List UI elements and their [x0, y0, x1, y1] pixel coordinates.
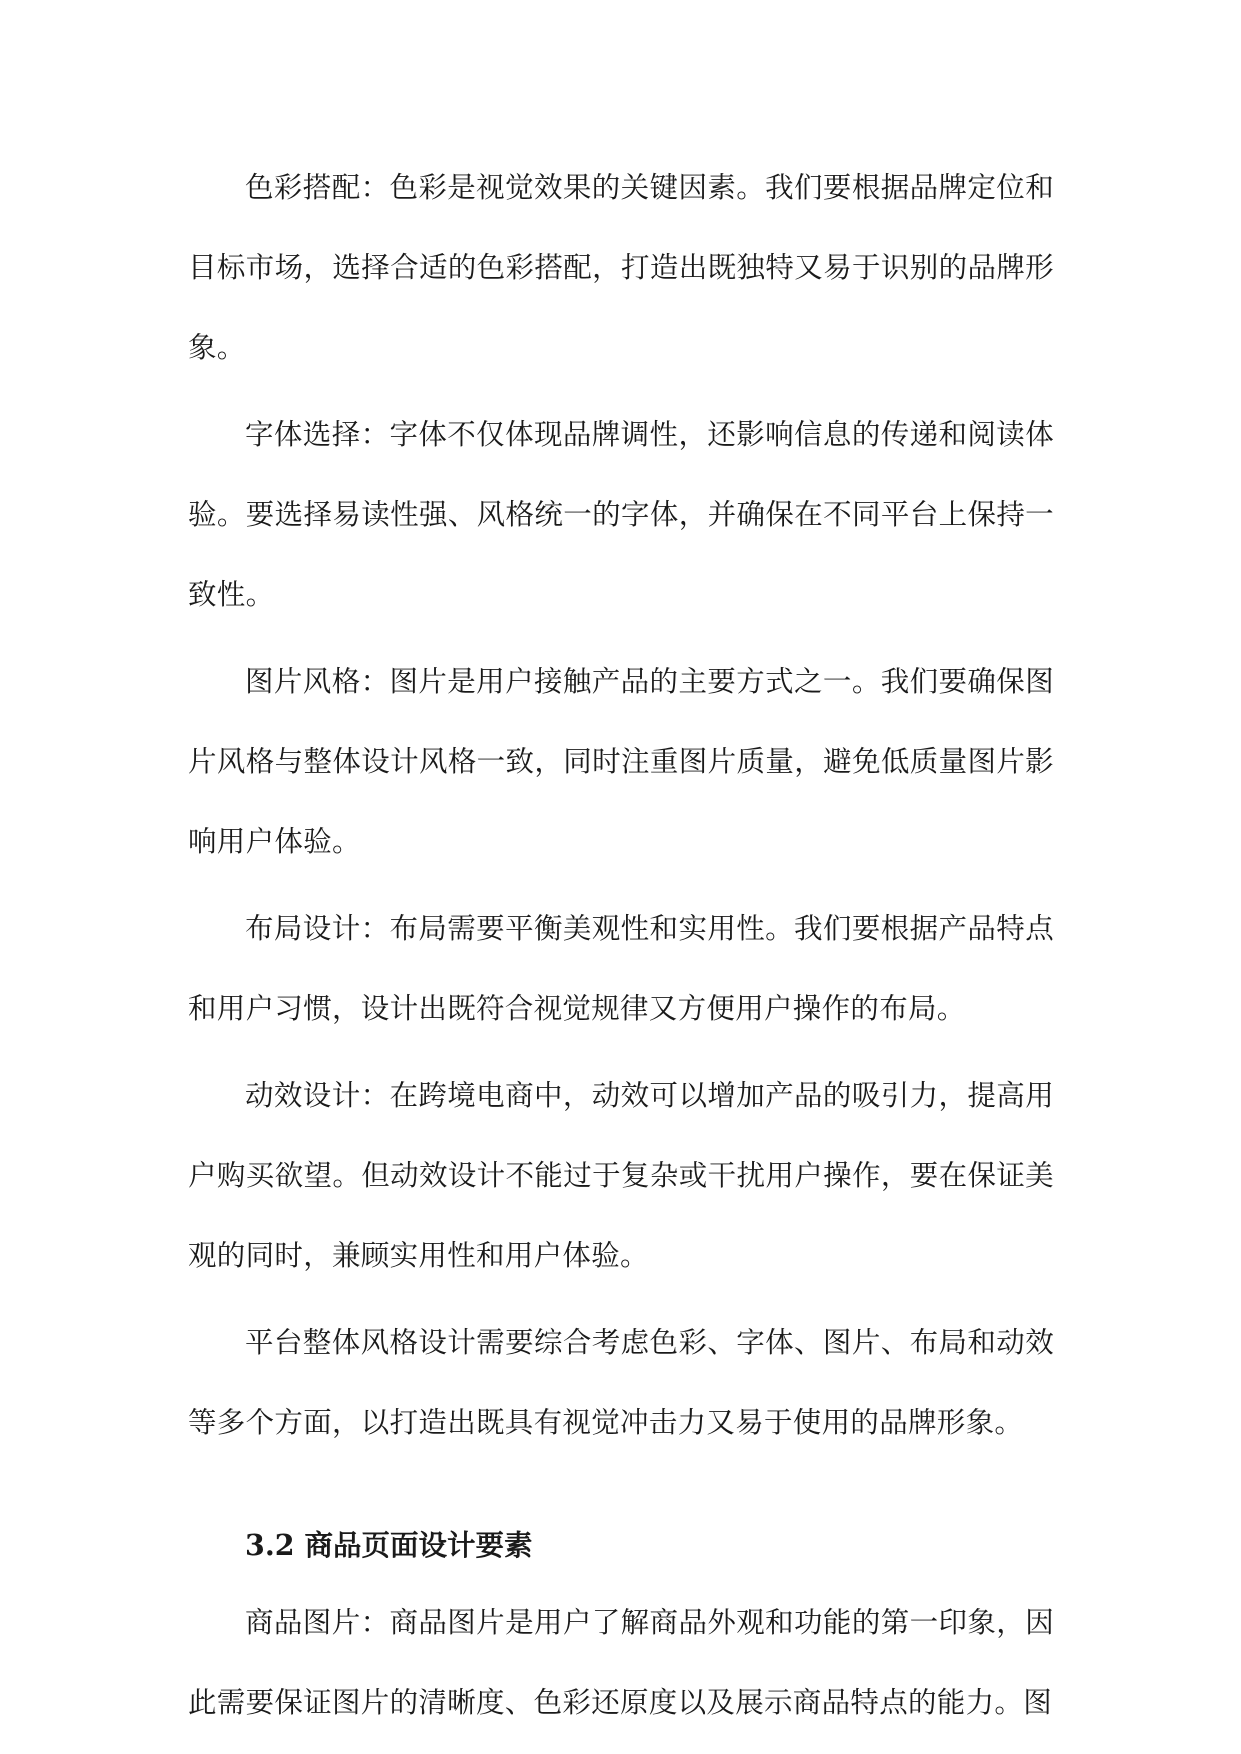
- paragraph-color-matching: 色彩搭配：色彩是视觉效果的关键因素。我们要根据品牌定位和目标市场，选择合适的色彩搭配，打造出既独特又易于识别的品牌形象。: [188, 171, 1054, 364]
- paragraph-layout-design: 布局设计：布局需要平衡美观性和实用性。我们要根据产品特点和用户习惯，设计出既符合视觉规律又方便用户操作的布局。: [188, 912, 1054, 1025]
- paragraph-font-selection: 字体选择：字体不仅体现品牌调性，还影响信息的传递和阅读体验。要选择易读性强、风格统一的字体，并确保在不同平台上保持一致性。: [188, 418, 1054, 611]
- paragraph-overall-style-summary: 平台整体风格设计需要综合考虑色彩、字体、图片、布局和动效等多个方面，以打造出既具有视觉冲击力又易于使用的品牌形象。: [188, 1326, 1054, 1439]
- paragraph-image-style: 图片风格：图片是用户接触产品的主要方式之一。我们要确保图片风格与整体设计风格一致，同时注重图片质量，避免低质量图片影响用户体验。: [188, 665, 1054, 858]
- paragraph-motion-design: 动效设计：在跨境电商中，动效可以增加产品的吸引力，提高用户购买欲望。但动效设计不能过于复杂或干扰用户操作，要在保证美观的同时，兼顾实用性和用户体验。: [188, 1079, 1054, 1272]
- paragraph-product-images: 商品图片：商品图片是用户了解商品外观和功能的第一印象，因此需要保证图片的清晰度、色彩还原度以及展示商品特点的能力。图: [188, 1606, 1054, 1719]
- section-heading: 3.2 商品页面设计要素: [245, 1528, 533, 1562]
- document-page: [188, 148, 1054, 1743]
